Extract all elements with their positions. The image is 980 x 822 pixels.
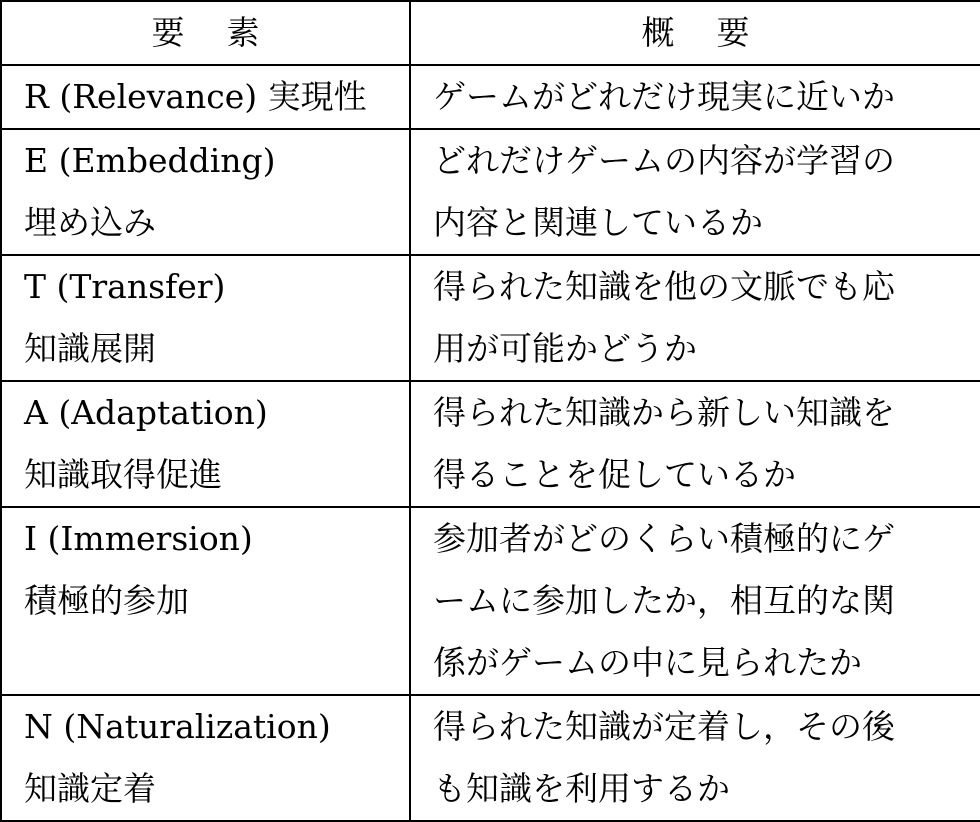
summary-text: 参加者がどのくらい積極的にゲ	[433, 519, 895, 558]
element-cell-adaptation	[1, 381, 410, 507]
element-label: I (Immersion)	[24, 519, 253, 558]
element-cell-relevance	[1, 65, 410, 129]
element-cell-transfer	[1, 255, 410, 381]
header-summary-char-2: 要	[716, 13, 750, 52]
element-label: R (Relevance) 実現性	[24, 77, 367, 116]
table-row	[1, 381, 980, 507]
element-name-jp: 積極的参加	[24, 581, 189, 620]
summary-text: 用が可能かどうか	[433, 329, 697, 368]
table-row	[1, 507, 980, 695]
header-summary-char-1: 概	[641, 13, 675, 52]
element-name-jp: 知識展開	[24, 329, 156, 368]
summary-cell-embedding	[410, 129, 980, 255]
summary-text: も知識を利用するか	[433, 769, 730, 808]
summary-cell-relevance	[410, 65, 980, 129]
element-label: E (Embedding)	[24, 141, 276, 180]
summary-text: ゲームがどれだけ現実に近いか	[433, 77, 895, 116]
summary-text: 得られた知識から新しい知識を	[433, 393, 895, 432]
summary-text: 内容と関連しているか	[433, 203, 763, 242]
summary-cell-adaptation	[410, 381, 980, 507]
summary-text: 得ることを促しているか	[433, 455, 796, 494]
element-cell-naturalization	[1, 695, 410, 821]
element-name-jp: 知識定着	[24, 769, 156, 808]
element-name-jp: 知識取得促進	[24, 455, 222, 494]
summary-cell-naturalization	[410, 695, 980, 821]
element-label: A (Adaptation)	[24, 393, 268, 432]
table-row	[1, 255, 980, 381]
summary-text: 得られた知識を他の文脈でも応	[433, 267, 895, 306]
table-row	[1, 695, 980, 821]
element-label: T (Transfer)	[24, 267, 226, 306]
summary-text: 得られた知識が定着し，その後	[433, 707, 895, 746]
summary-cell-immersion	[410, 507, 980, 695]
header-element-char-2: 素	[226, 13, 260, 52]
element-label: N (Naturalization)	[24, 707, 331, 746]
header-element-char-1: 要	[151, 13, 185, 52]
table-row	[1, 65, 980, 129]
element-name-jp: 埋め込み	[24, 203, 156, 242]
table-header-row	[1, 1, 980, 65]
summary-text: ームに参加したか，相互的な関	[433, 581, 895, 620]
summary-text: 係がゲームの中に見られたか	[433, 643, 862, 682]
summary-cell-transfer	[410, 255, 980, 381]
header-summary	[410, 1, 980, 65]
table-row	[1, 129, 980, 255]
element-cell-immersion	[1, 507, 410, 695]
summary-text: どれだけゲームの内容が学習の	[433, 141, 895, 180]
element-cell-embedding	[1, 129, 410, 255]
header-element	[1, 1, 410, 65]
